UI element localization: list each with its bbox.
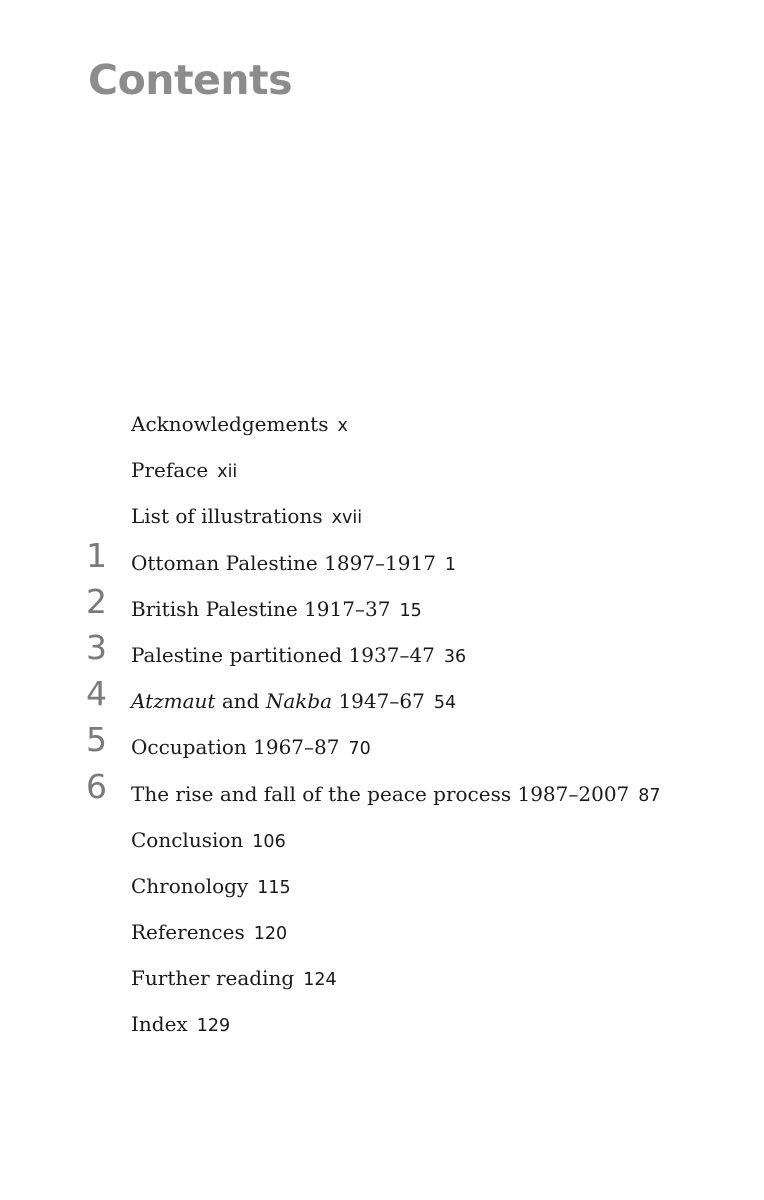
- toc-entry-acknowledgements[interactable]: [0, 404, 764, 450]
- entry-title: Preface: [131, 458, 209, 483]
- entry-title-italic: Atzmaut: [131, 689, 216, 714]
- chapter-number: 5: [86, 720, 107, 760]
- table-of-contents: [0, 404, 764, 1051]
- chapter-number: 3: [86, 627, 107, 667]
- entry-title: Further reading: [131, 966, 295, 991]
- entry-title: British Palestine 1917–37: [131, 596, 391, 621]
- entry-page-number: x: [337, 416, 348, 436]
- toc-entry-conclusion[interactable]: [0, 820, 764, 866]
- entry-title: Conclusion: [131, 827, 244, 852]
- entry-page-number: 129: [196, 1016, 231, 1037]
- page-title: Contents: [88, 56, 293, 104]
- entry-title: Acknowledgements: [131, 412, 329, 436]
- entry-page-number: 54: [433, 693, 457, 714]
- entry-page-number: 106: [252, 831, 286, 852]
- entry-page-number: 1: [444, 554, 457, 575]
- entry-title-italic: Nakba: [265, 689, 333, 714]
- entry-title-text: 1947–67: [332, 689, 425, 714]
- entry-title: [131, 689, 425, 713]
- entry-title: Palestine partitioned 1937–47: [131, 642, 435, 667]
- entry-page-number: xii: [217, 462, 238, 483]
- chapter-number: 4: [86, 674, 107, 714]
- entry-title: Occupation 1967–87: [131, 735, 340, 760]
- entry-title: List of illustrations: [131, 504, 323, 529]
- entry-page-number: xvii: [331, 508, 363, 529]
- toc-entry-index[interactable]: [0, 1004, 764, 1050]
- entry-title: Index: [131, 1012, 188, 1037]
- entry-page-number: 70: [348, 739, 371, 760]
- toc-entry-chronology[interactable]: [0, 866, 764, 912]
- toc-entry-chapter-6[interactable]: [0, 766, 764, 820]
- entry-page-number: 36: [443, 646, 467, 667]
- chapter-number: 6: [86, 766, 107, 806]
- toc-entry-further-reading[interactable]: [0, 958, 764, 1004]
- entry-title: Ottoman Palestine 1897–1917: [131, 550, 436, 575]
- entry-page-number: 15: [399, 600, 422, 621]
- toc-entry-references[interactable]: [0, 912, 764, 958]
- entry-title-text: and: [215, 689, 266, 714]
- chapter-number: 2: [86, 581, 107, 621]
- entry-title: The rise and fall of the peace process 1987–2007: [131, 781, 630, 806]
- entry-title: Chronology: [131, 873, 249, 898]
- toc-entry-preface[interactable]: [0, 450, 764, 496]
- chapter-number: 1: [86, 535, 107, 575]
- entry-page-number: 120: [253, 924, 288, 945]
- entry-page-number: 115: [257, 877, 291, 898]
- entry-title: References: [131, 920, 245, 945]
- entry-page-number: 124: [303, 970, 337, 991]
- entry-page-number: 87: [638, 785, 661, 806]
